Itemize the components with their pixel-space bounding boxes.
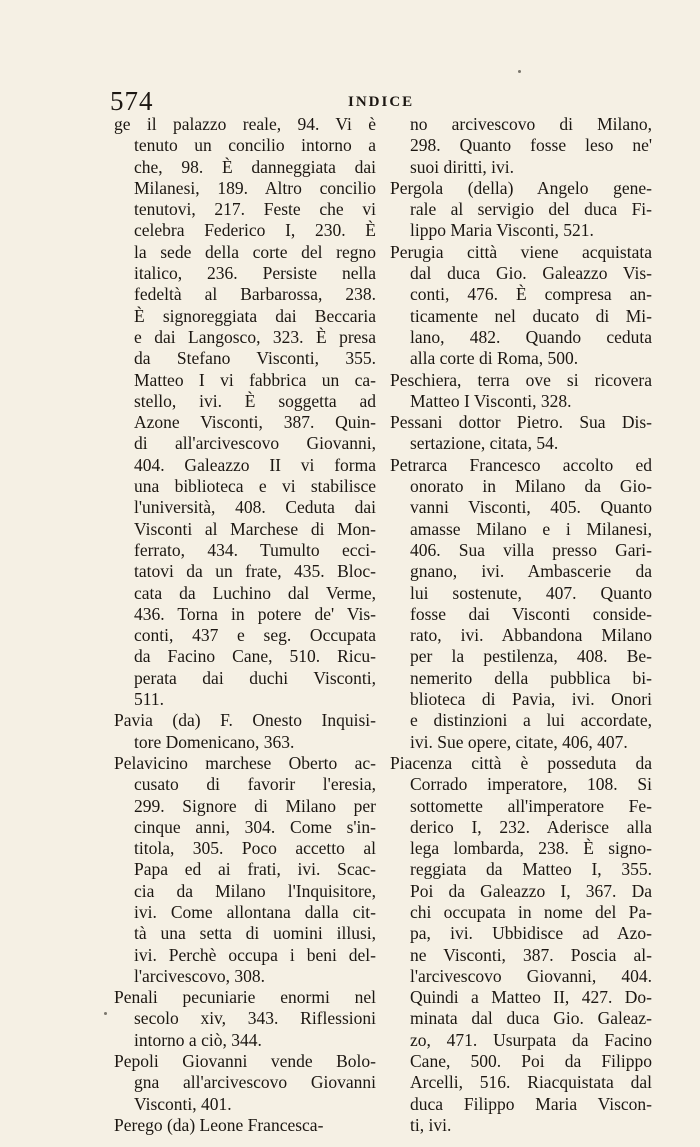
index-line: conti, 476. È compresa an-: [410, 284, 652, 305]
index-line: zo, 471. Usurpata da Facino: [410, 1029, 652, 1050]
index-entry: [390, 455, 652, 753]
index-line: che, 98. È danneggiata dai: [134, 156, 376, 177]
index-line: 511.: [134, 689, 164, 710]
index-line: tenuto un concilio intorno a: [134, 135, 376, 156]
index-line: secolo xiv, 343. Riflessioni: [134, 1008, 376, 1029]
index-line: lega lombarda, 238. È signo-: [410, 838, 652, 859]
running-head: INDICE: [348, 94, 415, 110]
index-entry: [114, 1051, 376, 1115]
index-entry: [390, 178, 652, 242]
index-line: ticamente nel ducato di Mi-: [410, 305, 652, 326]
index-line: Pessani dottor Pietro. Sua Dis-: [390, 412, 652, 433]
index-line: pa, ivi. Ubbidisce ad Azo-: [410, 923, 652, 944]
index-line: per la pestilenza, 408. Be-: [410, 646, 652, 667]
index-line: ferrato, 434. Tumulto ecci-: [134, 539, 376, 560]
index-line: titola, 305. Poco accetto al: [134, 838, 376, 859]
index-entry: [114, 710, 376, 753]
index-line: Corrado imperatore, 108. Si: [410, 774, 652, 795]
index-line: tenutovi, 217. Feste che vi: [134, 199, 376, 220]
index-line: Visconti al Marchese di Mon-: [134, 518, 376, 539]
print-speck: [104, 1012, 107, 1015]
index-line: dal duca Gio. Galeazzo Vis-: [410, 263, 652, 284]
index-line: tà una setta di uomini illusi,: [134, 923, 376, 944]
index-line: gna all'arcivescovo Giovanni: [134, 1072, 376, 1093]
index-line: e distinzioni a lui accordate,: [410, 710, 652, 731]
index-line: alla corte di Roma, 500.: [410, 348, 579, 369]
print-speck: [518, 70, 521, 73]
index-entry: [390, 242, 652, 370]
index-line: tore Domenicano, 363.: [134, 731, 295, 752]
index-column-left: [114, 114, 376, 1136]
index-line: rale al servigio del duca Fi-: [410, 199, 652, 220]
index-line: fedeltà al Barbarossa, 238.: [134, 284, 376, 305]
index-entry: [390, 753, 652, 1136]
index-column-right: [390, 114, 652, 1136]
index-line: ivi. Perchè occupa i beni del-: [134, 944, 376, 965]
index-line: Cane, 500. Poi da Filippo: [410, 1051, 652, 1072]
index-line: Arcelli, 516. Riacquistata dal: [410, 1072, 652, 1093]
index-line: lano, 482. Quando ceduta: [410, 326, 652, 347]
index-line: celebra Federico I, 230. È: [134, 220, 376, 241]
index-entry: [390, 114, 652, 178]
index-line: stello, ivi. È soggetta ad: [134, 390, 376, 411]
index-line: Azone Visconti, 387. Quin-: [134, 412, 376, 433]
index-line: 406. Sua villa presso Gari-: [410, 539, 652, 560]
index-line: Quindi a Matteo II, 427. Do-: [410, 987, 652, 1008]
index-line: duca Filippo Maria Viscon-: [410, 1093, 652, 1114]
index-line: rato, ivi. Abbandona Milano: [410, 625, 652, 646]
index-line: Visconti, 401.: [134, 1093, 232, 1114]
index-entry: [114, 753, 376, 987]
index-line: da Facino Cane, 510. Ricu-: [134, 646, 376, 667]
index-line: cinque anni, 304. Come s'in-: [134, 816, 376, 837]
index-line: l'arcivescovo, 308.: [134, 965, 265, 986]
index-line: conti, 437 e seg. Occupata: [134, 625, 376, 646]
index-line: intorno a ciò, 344.: [134, 1029, 262, 1050]
index-line: derico I, 232. Aderisce alla: [410, 816, 652, 837]
index-line: Piacenza città è posseduta da: [390, 752, 652, 773]
index-line: perata dai duchi Visconti,: [134, 667, 376, 688]
index-line: cusato di favorir l'eresia,: [134, 774, 376, 795]
index-line: 404. Galeazzo II vi forma: [134, 454, 376, 475]
index-line: ivi. Come allontana dalla cit-: [134, 901, 376, 922]
index-line: Pepoli Giovanni vende Bolo-: [114, 1051, 376, 1072]
index-line: Milanesi, 189. Altro concilio: [134, 177, 376, 198]
index-line: sertazione, citata, 54.: [410, 433, 559, 454]
index-line: una biblioteca e vi stabilisce: [134, 476, 376, 497]
page-number: 574: [110, 86, 154, 116]
index-line: ivi. Sue opere, citate, 406, 407.: [410, 731, 628, 752]
index-line: da Stefano Visconti, 355.: [134, 348, 376, 369]
index-line: l'università, 408. Ceduta dai: [134, 497, 376, 518]
index-line: ti, ivi.: [410, 1114, 452, 1135]
index-line: l'arcivescovo Giovanni, 404.: [410, 965, 652, 986]
index-line: ge il palazzo reale, 94. Vi è: [114, 114, 376, 134]
index-line: 299. Signore di Milano per: [134, 795, 376, 816]
index-line: amasse Milano e i Milanesi,: [410, 518, 652, 539]
index-line: chi occupata in nome del Pa-: [410, 901, 652, 922]
index-line: Petrarca Francesco accolto ed: [390, 454, 652, 475]
index-line: Peschiera, terra ove si ricovera: [390, 369, 652, 390]
index-entry: [114, 114, 376, 710]
index-line: Matteo I Visconti, 328.: [410, 390, 572, 411]
index-line: Perego (da) Leone Francesca-: [114, 1114, 324, 1135]
index-line: ne Visconti, 387. Poscia al-: [410, 944, 652, 965]
index-line: Pelavicino marchese Oberto ac-: [114, 752, 376, 773]
index-line: suoi diritti, ivi.: [410, 156, 515, 177]
index-line: la sede della corte del regno: [134, 241, 376, 262]
index-line: 298. Quanto fosse leso ne': [410, 135, 652, 156]
index-entry: [390, 412, 652, 455]
index-line: 436. Torna in potere de' Vis-: [134, 603, 376, 624]
index-line: sottomette all'imperatore Fe-: [410, 795, 652, 816]
index-line: blioteca di Pavia, ivi. Onori: [410, 689, 652, 710]
index-line: lippo Maria Visconti, 521.: [410, 220, 594, 241]
index-line: Pergola (della) Angelo gene-: [390, 177, 652, 198]
index-line: Perugia città viene acquistata: [390, 241, 652, 262]
index-line: tatovi da un frate, 435. Bloc-: [134, 561, 376, 582]
index-entry: [114, 987, 376, 1051]
index-line: gnano, ivi. Ambascerie da: [410, 561, 652, 582]
index-line: e dai Langosco, 323. È presa: [134, 326, 376, 347]
index-line: vanni Visconti, 405. Quanto: [410, 497, 652, 518]
index-line: È signoreggiata dai Beccaria: [134, 305, 376, 326]
index-line: di all'arcivescovo Giovanni,: [134, 433, 376, 454]
index-line: italico, 236. Persiste nella: [134, 263, 376, 284]
index-line: minata dal duca Gio. Galeaz-: [410, 1008, 652, 1029]
index-line: Poi da Galeazzo I, 367. Da: [410, 880, 652, 901]
index-line: cata da Luchino dal Verme,: [134, 582, 376, 603]
index-line: lui sostenute, 407. Quanto: [410, 582, 652, 603]
index-line: Penali pecuniarie enormi nel: [114, 987, 376, 1008]
index-line: Pavia (da) F. Onesto Inquisi-: [114, 710, 376, 731]
index-entry: [390, 370, 652, 413]
index-line: Papa ed ai frati, ivi. Scac-: [134, 859, 376, 880]
index-line: onorato in Milano da Gio-: [410, 476, 652, 497]
index-line: fosse dai Visconti conside-: [410, 603, 652, 624]
index-line: no arcivescovo di Milano,: [410, 114, 652, 134]
index-entry: [114, 1115, 376, 1136]
index-line: cia da Milano l'Inquisitore,: [134, 880, 376, 901]
index-line: Matteo I vi fabbrica un ca-: [134, 369, 376, 390]
index-line: nemerito della pubblica bi-: [410, 667, 652, 688]
index-line: reggiata da Matteo I, 355.: [410, 859, 652, 880]
